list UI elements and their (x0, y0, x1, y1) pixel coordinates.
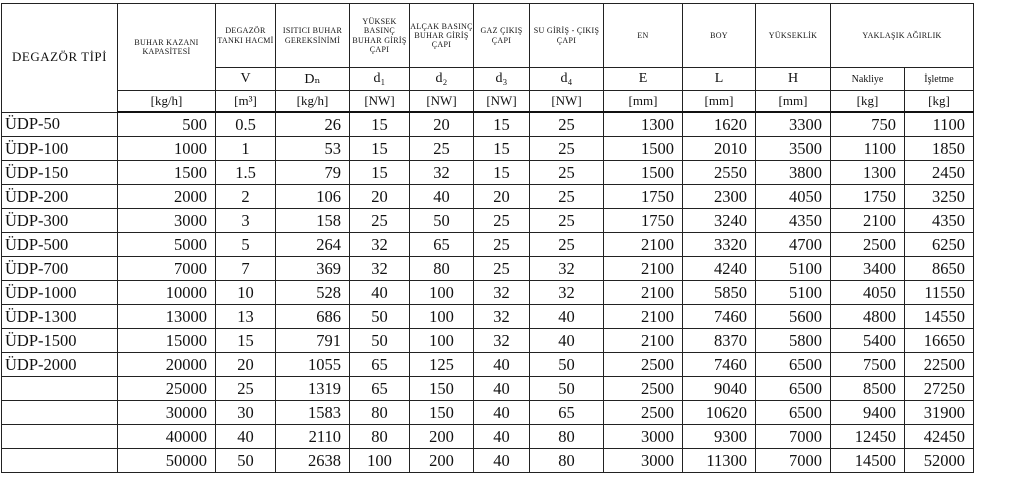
table-row (2, 449, 974, 473)
cell-d4: 40 (530, 305, 604, 329)
cell-d3: 40 (474, 449, 530, 473)
cell-type (2, 377, 118, 401)
cell-capacity: 25000 (118, 377, 216, 401)
cell-width-e: 2100 (604, 329, 683, 353)
cell-type (2, 425, 118, 449)
cell-width-e: 3000 (604, 449, 683, 473)
cell-height-h: 5100 (756, 257, 831, 281)
cell-type: ÜDP-50 (2, 112, 118, 137)
cell-length-l: 3320 (683, 233, 756, 257)
cell-heating-steam: 2110 (276, 425, 350, 449)
unit-d2: [NW] (410, 91, 474, 113)
cell-d3: 40 (474, 425, 530, 449)
cell-height-h: 4700 (756, 233, 831, 257)
unit-e: [mm] (604, 91, 683, 113)
cell-capacity: 7000 (118, 257, 216, 281)
table-row (2, 161, 974, 185)
cell-d2: 25 (410, 137, 474, 161)
cell-type: ÜDP-200 (2, 185, 118, 209)
unit-d3: [NW] (474, 91, 530, 113)
cell-width-e: 2500 (604, 377, 683, 401)
cell-d4: 50 (530, 353, 604, 377)
cell-d2: 80 (410, 257, 474, 281)
cell-d3: 40 (474, 353, 530, 377)
unit-d4: [NW] (530, 91, 604, 113)
cell-d2: 50 (410, 209, 474, 233)
cell-height-h: 7000 (756, 425, 831, 449)
cell-d2: 20 (410, 112, 474, 137)
cell-d4: 65 (530, 401, 604, 425)
cell-weight-transport: 2100 (831, 209, 905, 233)
cell-d3: 25 (474, 209, 530, 233)
cell-d4: 80 (530, 449, 604, 473)
cell-tank-volume: 1 (216, 137, 276, 161)
cell-height-h: 3300 (756, 112, 831, 137)
cell-heating-steam: 79 (276, 161, 350, 185)
cell-capacity: 40000 (118, 425, 216, 449)
cell-length-l: 3240 (683, 209, 756, 233)
cell-d1: 20 (350, 185, 410, 209)
cell-d4: 25 (530, 185, 604, 209)
cell-type: ÜDP-100 (2, 137, 118, 161)
cell-width-e: 2500 (604, 353, 683, 377)
cell-type (2, 449, 118, 473)
cell-d3: 25 (474, 257, 530, 281)
cell-length-l: 5850 (683, 281, 756, 305)
cell-weight-operating: 1850 (905, 137, 974, 161)
unit-volume: [m³] (216, 91, 276, 113)
cell-type: ÜDP-1500 (2, 329, 118, 353)
weight-operating-label: İşletme (905, 68, 974, 91)
cell-width-e: 1300 (604, 112, 683, 137)
cell-weight-operating: 2450 (905, 161, 974, 185)
cell-d1: 50 (350, 305, 410, 329)
cell-height-h: 6500 (756, 353, 831, 377)
cell-d3: 32 (474, 329, 530, 353)
cell-height-h: 7000 (756, 449, 831, 473)
cell-tank-volume: 40 (216, 425, 276, 449)
table-row (2, 257, 974, 281)
cell-length-l: 7460 (683, 305, 756, 329)
cell-weight-transport: 12450 (831, 425, 905, 449)
width-header: EN (604, 4, 683, 68)
cell-height-h: 4350 (756, 209, 831, 233)
cell-capacity: 13000 (118, 305, 216, 329)
cell-height-h: 5800 (756, 329, 831, 353)
cell-tank-volume: 13 (216, 305, 276, 329)
cell-capacity: 1500 (118, 161, 216, 185)
hp-steam-header: YÜKSEK BASINÇ BUHAR GİRİŞ ÇAPI (350, 4, 410, 68)
cell-weight-transport: 4800 (831, 305, 905, 329)
heating-steam-header: ISITICI BUHAR GEREKSİNİMİ (276, 4, 350, 68)
cell-tank-volume: 20 (216, 353, 276, 377)
symbol-d1: d₁ (350, 68, 410, 91)
cell-d2: 100 (410, 305, 474, 329)
cell-d4: 40 (530, 329, 604, 353)
cell-d2: 150 (410, 377, 474, 401)
cell-d1: 40 (350, 281, 410, 305)
height-header: YÜKSEKLİK (756, 4, 831, 68)
cell-weight-transport: 1100 (831, 137, 905, 161)
cell-type: ÜDP-700 (2, 257, 118, 281)
symbol-d2: d₂ (410, 68, 474, 91)
cell-capacity: 2000 (118, 185, 216, 209)
cell-weight-operating: 8650 (905, 257, 974, 281)
cell-d4: 80 (530, 425, 604, 449)
cell-height-h: 5600 (756, 305, 831, 329)
cell-weight-transport: 1300 (831, 161, 905, 185)
cell-length-l: 1620 (683, 112, 756, 137)
cell-weight-transport: 5400 (831, 329, 905, 353)
cell-weight-operating: 1100 (905, 112, 974, 137)
cell-d3: 15 (474, 137, 530, 161)
table-row (2, 185, 974, 209)
cell-heating-steam: 1583 (276, 401, 350, 425)
cell-tank-volume: 10 (216, 281, 276, 305)
cell-weight-transport: 14500 (831, 449, 905, 473)
cell-type: ÜDP-500 (2, 233, 118, 257)
cell-heating-steam: 528 (276, 281, 350, 305)
cell-tank-volume: 25 (216, 377, 276, 401)
cell-weight-operating: 14550 (905, 305, 974, 329)
cell-weight-transport: 3400 (831, 257, 905, 281)
table-row (2, 353, 974, 377)
cell-width-e: 2100 (604, 281, 683, 305)
cell-length-l: 11300 (683, 449, 756, 473)
cell-width-e: 1500 (604, 137, 683, 161)
cell-height-h: 3500 (756, 137, 831, 161)
cell-capacity: 5000 (118, 233, 216, 257)
symbol-l: L (683, 68, 756, 91)
gas-outlet-header: GAZ ÇIKIŞ ÇAPI (474, 4, 530, 68)
cell-heating-steam: 2638 (276, 449, 350, 473)
degasser-spec-table (1, 3, 974, 473)
cell-d4: 32 (530, 281, 604, 305)
cell-d2: 40 (410, 185, 474, 209)
cell-d3: 15 (474, 112, 530, 137)
cell-d4: 25 (530, 137, 604, 161)
table-row (2, 329, 974, 353)
cell-capacity: 500 (118, 112, 216, 137)
cell-d2: 32 (410, 161, 474, 185)
cell-heating-steam: 369 (276, 257, 350, 281)
table-row (2, 305, 974, 329)
cell-d1: 65 (350, 377, 410, 401)
table-row (2, 209, 974, 233)
cell-d1: 15 (350, 112, 410, 137)
cell-weight-operating: 27250 (905, 377, 974, 401)
cell-d3: 25 (474, 233, 530, 257)
cell-capacity: 50000 (118, 449, 216, 473)
unit-weight-operating: [kg] (905, 91, 974, 113)
cell-heating-steam: 264 (276, 233, 350, 257)
cell-height-h: 6500 (756, 401, 831, 425)
water-inout-header: SU GİRİŞ - ÇIKIŞ ÇAPI (530, 4, 604, 68)
cell-tank-volume: 0.5 (216, 112, 276, 137)
cell-type: ÜDP-1000 (2, 281, 118, 305)
table-row (2, 233, 974, 257)
cell-weight-transport: 1750 (831, 185, 905, 209)
cell-type (2, 401, 118, 425)
cell-d1: 15 (350, 161, 410, 185)
cell-length-l: 9040 (683, 377, 756, 401)
cell-heating-steam: 106 (276, 185, 350, 209)
cell-d2: 200 (410, 449, 474, 473)
cell-heating-steam: 686 (276, 305, 350, 329)
cell-height-h: 6500 (756, 377, 831, 401)
cell-d4: 32 (530, 257, 604, 281)
cell-tank-volume: 50 (216, 449, 276, 473)
cell-type: ÜDP-1300 (2, 305, 118, 329)
cell-weight-transport: 4050 (831, 281, 905, 305)
cell-d1: 65 (350, 353, 410, 377)
cell-heating-steam: 791 (276, 329, 350, 353)
cell-weight-transport: 750 (831, 112, 905, 137)
symbol-d4: d₄ (530, 68, 604, 91)
symbol-e: E (604, 68, 683, 91)
cell-capacity: 10000 (118, 281, 216, 305)
table-row (2, 281, 974, 305)
cell-d1: 32 (350, 257, 410, 281)
cell-tank-volume: 3 (216, 209, 276, 233)
cell-d1: 15 (350, 137, 410, 161)
cell-d1: 32 (350, 233, 410, 257)
symbol-h: H (756, 68, 831, 91)
cell-d4: 25 (530, 233, 604, 257)
cell-length-l: 9300 (683, 425, 756, 449)
cell-d4: 50 (530, 377, 604, 401)
cell-height-h: 4050 (756, 185, 831, 209)
cell-weight-transport: 8500 (831, 377, 905, 401)
cell-tank-volume: 1.5 (216, 161, 276, 185)
cell-weight-operating: 4350 (905, 209, 974, 233)
cell-weight-operating: 31900 (905, 401, 974, 425)
cell-d2: 100 (410, 329, 474, 353)
cell-height-h: 5100 (756, 281, 831, 305)
symbol-d3: d₃ (474, 68, 530, 91)
table-row (2, 425, 974, 449)
cell-d1: 80 (350, 425, 410, 449)
cell-type: ÜDP-150 (2, 161, 118, 185)
cell-d1: 25 (350, 209, 410, 233)
capacity-header: BUHAR KAZANI KAPASİTESİ (118, 4, 216, 91)
cell-weight-transport: 9400 (831, 401, 905, 425)
cell-tank-volume: 2 (216, 185, 276, 209)
weight-transport-label: Nakliye (831, 68, 905, 91)
table-row (2, 401, 974, 425)
cell-d3: 40 (474, 377, 530, 401)
cell-d2: 200 (410, 425, 474, 449)
cell-width-e: 1750 (604, 209, 683, 233)
table-row (2, 112, 974, 137)
cell-weight-operating: 16650 (905, 329, 974, 353)
cell-d4: 25 (530, 161, 604, 185)
lp-steam-header: ALÇAK BASINÇ BUHAR GİRİŞ ÇAPI (410, 4, 474, 68)
cell-width-e: 1500 (604, 161, 683, 185)
cell-length-l: 2010 (683, 137, 756, 161)
table-row (2, 137, 974, 161)
cell-heating-steam: 26 (276, 112, 350, 137)
cell-d2: 65 (410, 233, 474, 257)
weight-header: YAKLAŞIK AĞIRLIK (831, 4, 974, 68)
cell-weight-operating: 22500 (905, 353, 974, 377)
cell-length-l: 2550 (683, 161, 756, 185)
cell-length-l: 4240 (683, 257, 756, 281)
cell-heating-steam: 53 (276, 137, 350, 161)
cell-weight-operating: 6250 (905, 233, 974, 257)
cell-type: ÜDP-300 (2, 209, 118, 233)
cell-length-l: 10620 (683, 401, 756, 425)
cell-length-l: 7460 (683, 353, 756, 377)
spec-table-wrapper (1, 3, 974, 473)
cell-length-l: 8370 (683, 329, 756, 353)
cell-d4: 25 (530, 112, 604, 137)
cell-d3: 15 (474, 161, 530, 185)
cell-d2: 100 (410, 281, 474, 305)
cell-capacity: 3000 (118, 209, 216, 233)
cell-tank-volume: 5 (216, 233, 276, 257)
tank-volume-header: DEGAZÖR TANKI HACMİ (216, 4, 276, 68)
cell-d3: 32 (474, 305, 530, 329)
cell-width-e: 2500 (604, 401, 683, 425)
unit-l: [mm] (683, 91, 756, 113)
cell-capacity: 1000 (118, 137, 216, 161)
cell-width-e: 2100 (604, 257, 683, 281)
cell-weight-operating: 42450 (905, 425, 974, 449)
cell-weight-operating: 11550 (905, 281, 974, 305)
cell-tank-volume: 7 (216, 257, 276, 281)
unit-capacity: [kg/h] (118, 91, 216, 113)
cell-d1: 80 (350, 401, 410, 425)
cell-width-e: 1750 (604, 185, 683, 209)
cell-d3: 40 (474, 401, 530, 425)
unit-weight-transport: [kg] (831, 91, 905, 113)
cell-capacity: 30000 (118, 401, 216, 425)
cell-d2: 125 (410, 353, 474, 377)
cell-heating-steam: 158 (276, 209, 350, 233)
cell-width-e: 3000 (604, 425, 683, 449)
cell-capacity: 15000 (118, 329, 216, 353)
cell-d1: 50 (350, 329, 410, 353)
cell-width-e: 2100 (604, 233, 683, 257)
symbol-dn: Dₙ (276, 68, 350, 91)
cell-width-e: 2100 (604, 305, 683, 329)
cell-d4: 25 (530, 209, 604, 233)
unit-heating: [kg/h] (276, 91, 350, 113)
cell-weight-transport: 7500 (831, 353, 905, 377)
cell-length-l: 2300 (683, 185, 756, 209)
cell-capacity: 20000 (118, 353, 216, 377)
symbol-v: V (216, 68, 276, 91)
cell-tank-volume: 30 (216, 401, 276, 425)
length-header: BOY (683, 4, 756, 68)
cell-weight-transport: 2500 (831, 233, 905, 257)
unit-h: [mm] (756, 91, 831, 113)
table-row (2, 377, 974, 401)
cell-height-h: 3800 (756, 161, 831, 185)
cell-d1: 100 (350, 449, 410, 473)
type-header: DEGAZÖR TİPİ (2, 4, 118, 113)
cell-d3: 20 (474, 185, 530, 209)
cell-d2: 150 (410, 401, 474, 425)
cell-d3: 32 (474, 281, 530, 305)
cell-type: ÜDP-2000 (2, 353, 118, 377)
table-body (2, 112, 974, 473)
unit-d1: [NW] (350, 91, 410, 113)
cell-weight-operating: 3250 (905, 185, 974, 209)
cell-heating-steam: 1055 (276, 353, 350, 377)
cell-heating-steam: 1319 (276, 377, 350, 401)
cell-weight-operating: 52000 (905, 449, 974, 473)
cell-tank-volume: 15 (216, 329, 276, 353)
